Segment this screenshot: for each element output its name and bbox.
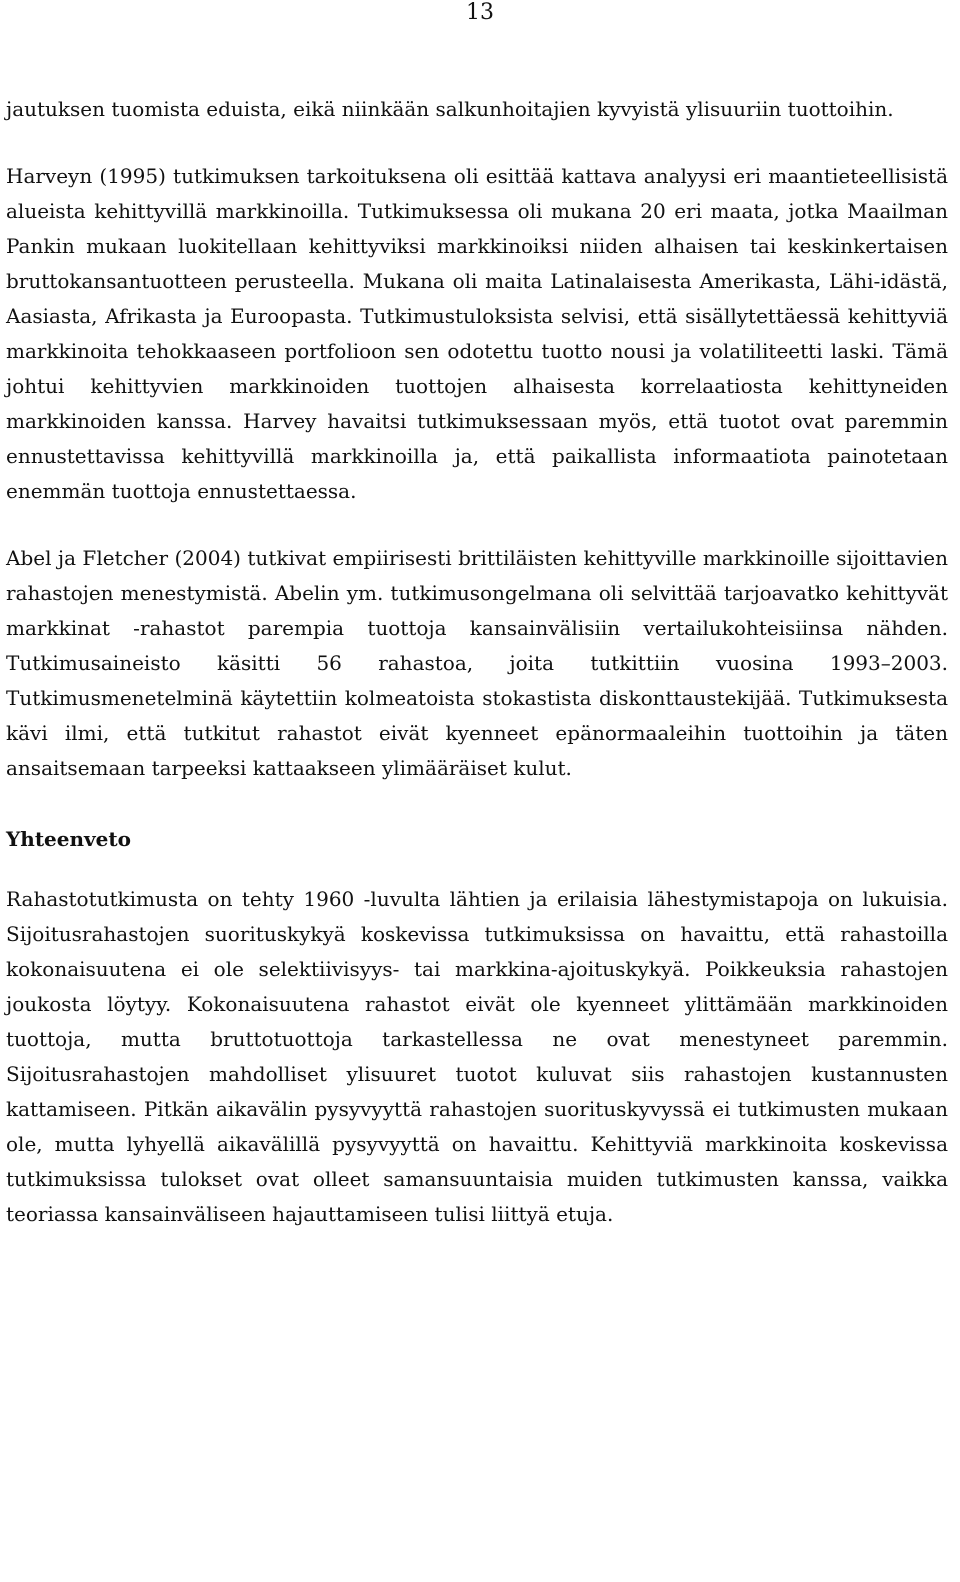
page-number: 13 bbox=[466, 0, 494, 25]
paragraph-abel-fletcher: Abel ja Fletcher (2004) tutkivat empiirisesti brittiläisten kehittyville markkinoille sijoittavien rahastojen menestymistä. Abelin ym. tutkimusongelmana oli selvittää tarjoavatko kehittyvät markkinat -rahastot parempia tuottoja kansainvälisiin vertailukohteisiinsa nähden. Tutkimusaineisto käsitti 56 rahastoa, joita tutkittiin vuosina 1993–2003. Tutkimusmenetelminä käytettiin kolmeatoista stokastista diskonttaustekijää. Tutkimuksesta kävi ilmi, että tutkitut rahastot eivät kyenneet epänormaaleihin tuottoihin ja täten ansaitsemaan tarpeeksi kattaakseen ylimääräiset kulut. bbox=[6, 546, 948, 780]
paragraph-continuation: jautuksen tuomista eduista, eikä niinkään salkunhoitajien kyvyistä ylisuuriin tuottoihin. bbox=[6, 97, 894, 121]
document-body bbox=[6, 92, 948, 1232]
section-heading-summary: Yhteenveto bbox=[6, 827, 131, 851]
paragraph-harvey: Harveyn (1995) tutkimuksen tarkoituksena oli esittää kattava analyysi eri maantieteellisistä alueista kehittyvillä markkinoilla. Tutkimuksessa oli mukana 20 eri maata, jotka Maailman Pankin mukaan luokitellaan kehittyviksi markkinoiksi niiden alhaisen tai keskinkertaisen bruttokansantuotteen perusteella. Mukana oli maita Latinalaisesta Amerikasta, Lähi-idästä, Aasiasta, Afrikasta ja Euroopasta. Tutkimustuloksista selvisi, että sisällytettäessä kehittyviä markkinoita tehokkaaseen portfolioon sen odotettu tuotto nousi ja volatiliteetti laski. Tämä johtui kehittyvien markkinoiden tuottojen alhaisesta korrelaatiosta kehittyneiden markkinoiden kanssa. Harvey havaitsi tutkimuksessaan myös, että tuotot ovat paremmin ennustettavissa kehittyvillä markkinoilla ja, että paikallista informaatiota painotetaan enemmän tuottoja ennustettaessa. bbox=[6, 164, 948, 503]
paragraph-summary: Rahastotutkimusta on tehty 1960 -luvulta lähtien ja erilaisia lähestymistapoja on lukuisia. Sijoitusrahastojen suorituskykyä koskevissa tutkimuksissa on havaittu, että rahastoilla kokonaisuutena ei ole selektiivisyys- tai markkina-ajoituskykyä. Poikkeuksia rahastojen joukosta löytyy. Kokonaisuutena rahastot eivät ole kyenneet ylittämään markkinoiden tuottoja, mutta bruttotuottoja tarkastellessa ne ovat menestyneet paremmin. Sijoitusrahastojen mahdolliset ylisuuret tuotot kuluvat siis rahastojen kustannusten kattamiseen. Pitkän aikavälin pysyvyyttä rahastojen suorituskyvyssä ei tutkimusten mukaan ole, mutta lyhyellä aikavälillä pysyvyyttä on havaittu. Kehittyviä markkinoita koskevissa tutkimuksissa tulokset ovat olleet samansuuntaisia muiden tutkimusten kanssa, vaikka teoriassa kansainväliseen hajauttamiseen tulisi liittyä etuja. bbox=[6, 887, 948, 1226]
